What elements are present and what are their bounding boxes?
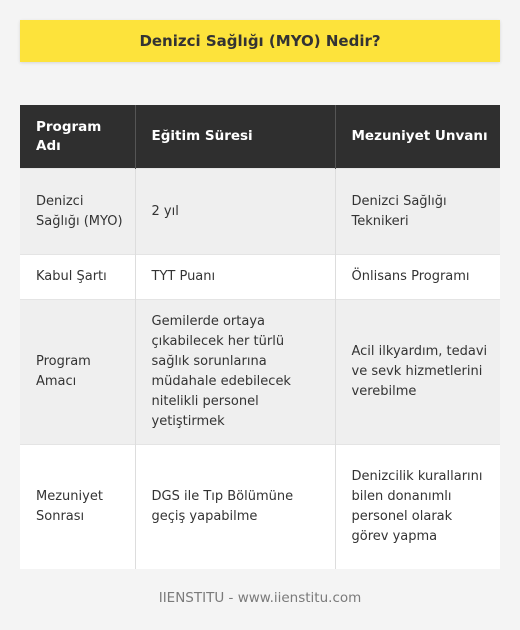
column-header-program-adi: Program Adı — [20, 105, 135, 169]
table-cell: 2 yıl — [135, 169, 335, 255]
program-info-table — [20, 105, 500, 569]
table-header-row — [20, 105, 500, 169]
table-cell: Kabul Şartı — [20, 255, 135, 300]
footer-credit: IIENSTITU - www.iienstitu.com — [158, 590, 362, 606]
table-cell: Önlisans Programı — [335, 255, 500, 300]
table-cell: Acil ilkyardım, tedavi ve sevk hizmetlerini verebilme — [335, 300, 500, 445]
table-cell: Denizci Sağlığı (MYO) — [20, 169, 135, 255]
table-cell: TYT Puanı — [135, 255, 335, 300]
title-banner — [20, 20, 500, 62]
table-cell: Denizcilik kurallarını bilen donanımlı personel olarak görev yapma — [335, 445, 500, 570]
table-cell: DGS ile Tıp Bölümüne geçiş yapabilme — [135, 445, 335, 570]
table-cell: Gemilerde ortaya çıkabilecek her türlü sağlık sorunlarına müdahale edebilecek nitelikli personel yetiştirmek — [135, 300, 335, 445]
column-header-mezuniyet-unvani: Mezuniyet Unvanı — [335, 105, 500, 169]
table-cell: Mezuniyet Sonrası — [20, 445, 135, 570]
table-cell: Denizci Sağlığı Teknikeri — [335, 169, 500, 255]
table-row — [20, 169, 500, 255]
table-row — [20, 300, 500, 445]
table-cell: Program Amacı — [20, 300, 135, 445]
table-row — [20, 445, 500, 570]
table-row — [20, 255, 500, 300]
column-header-egitim-suresi: Eğitim Süresi — [135, 105, 335, 169]
page-title: Denizci Sağlığı (MYO) Nedir? — [139, 32, 381, 50]
